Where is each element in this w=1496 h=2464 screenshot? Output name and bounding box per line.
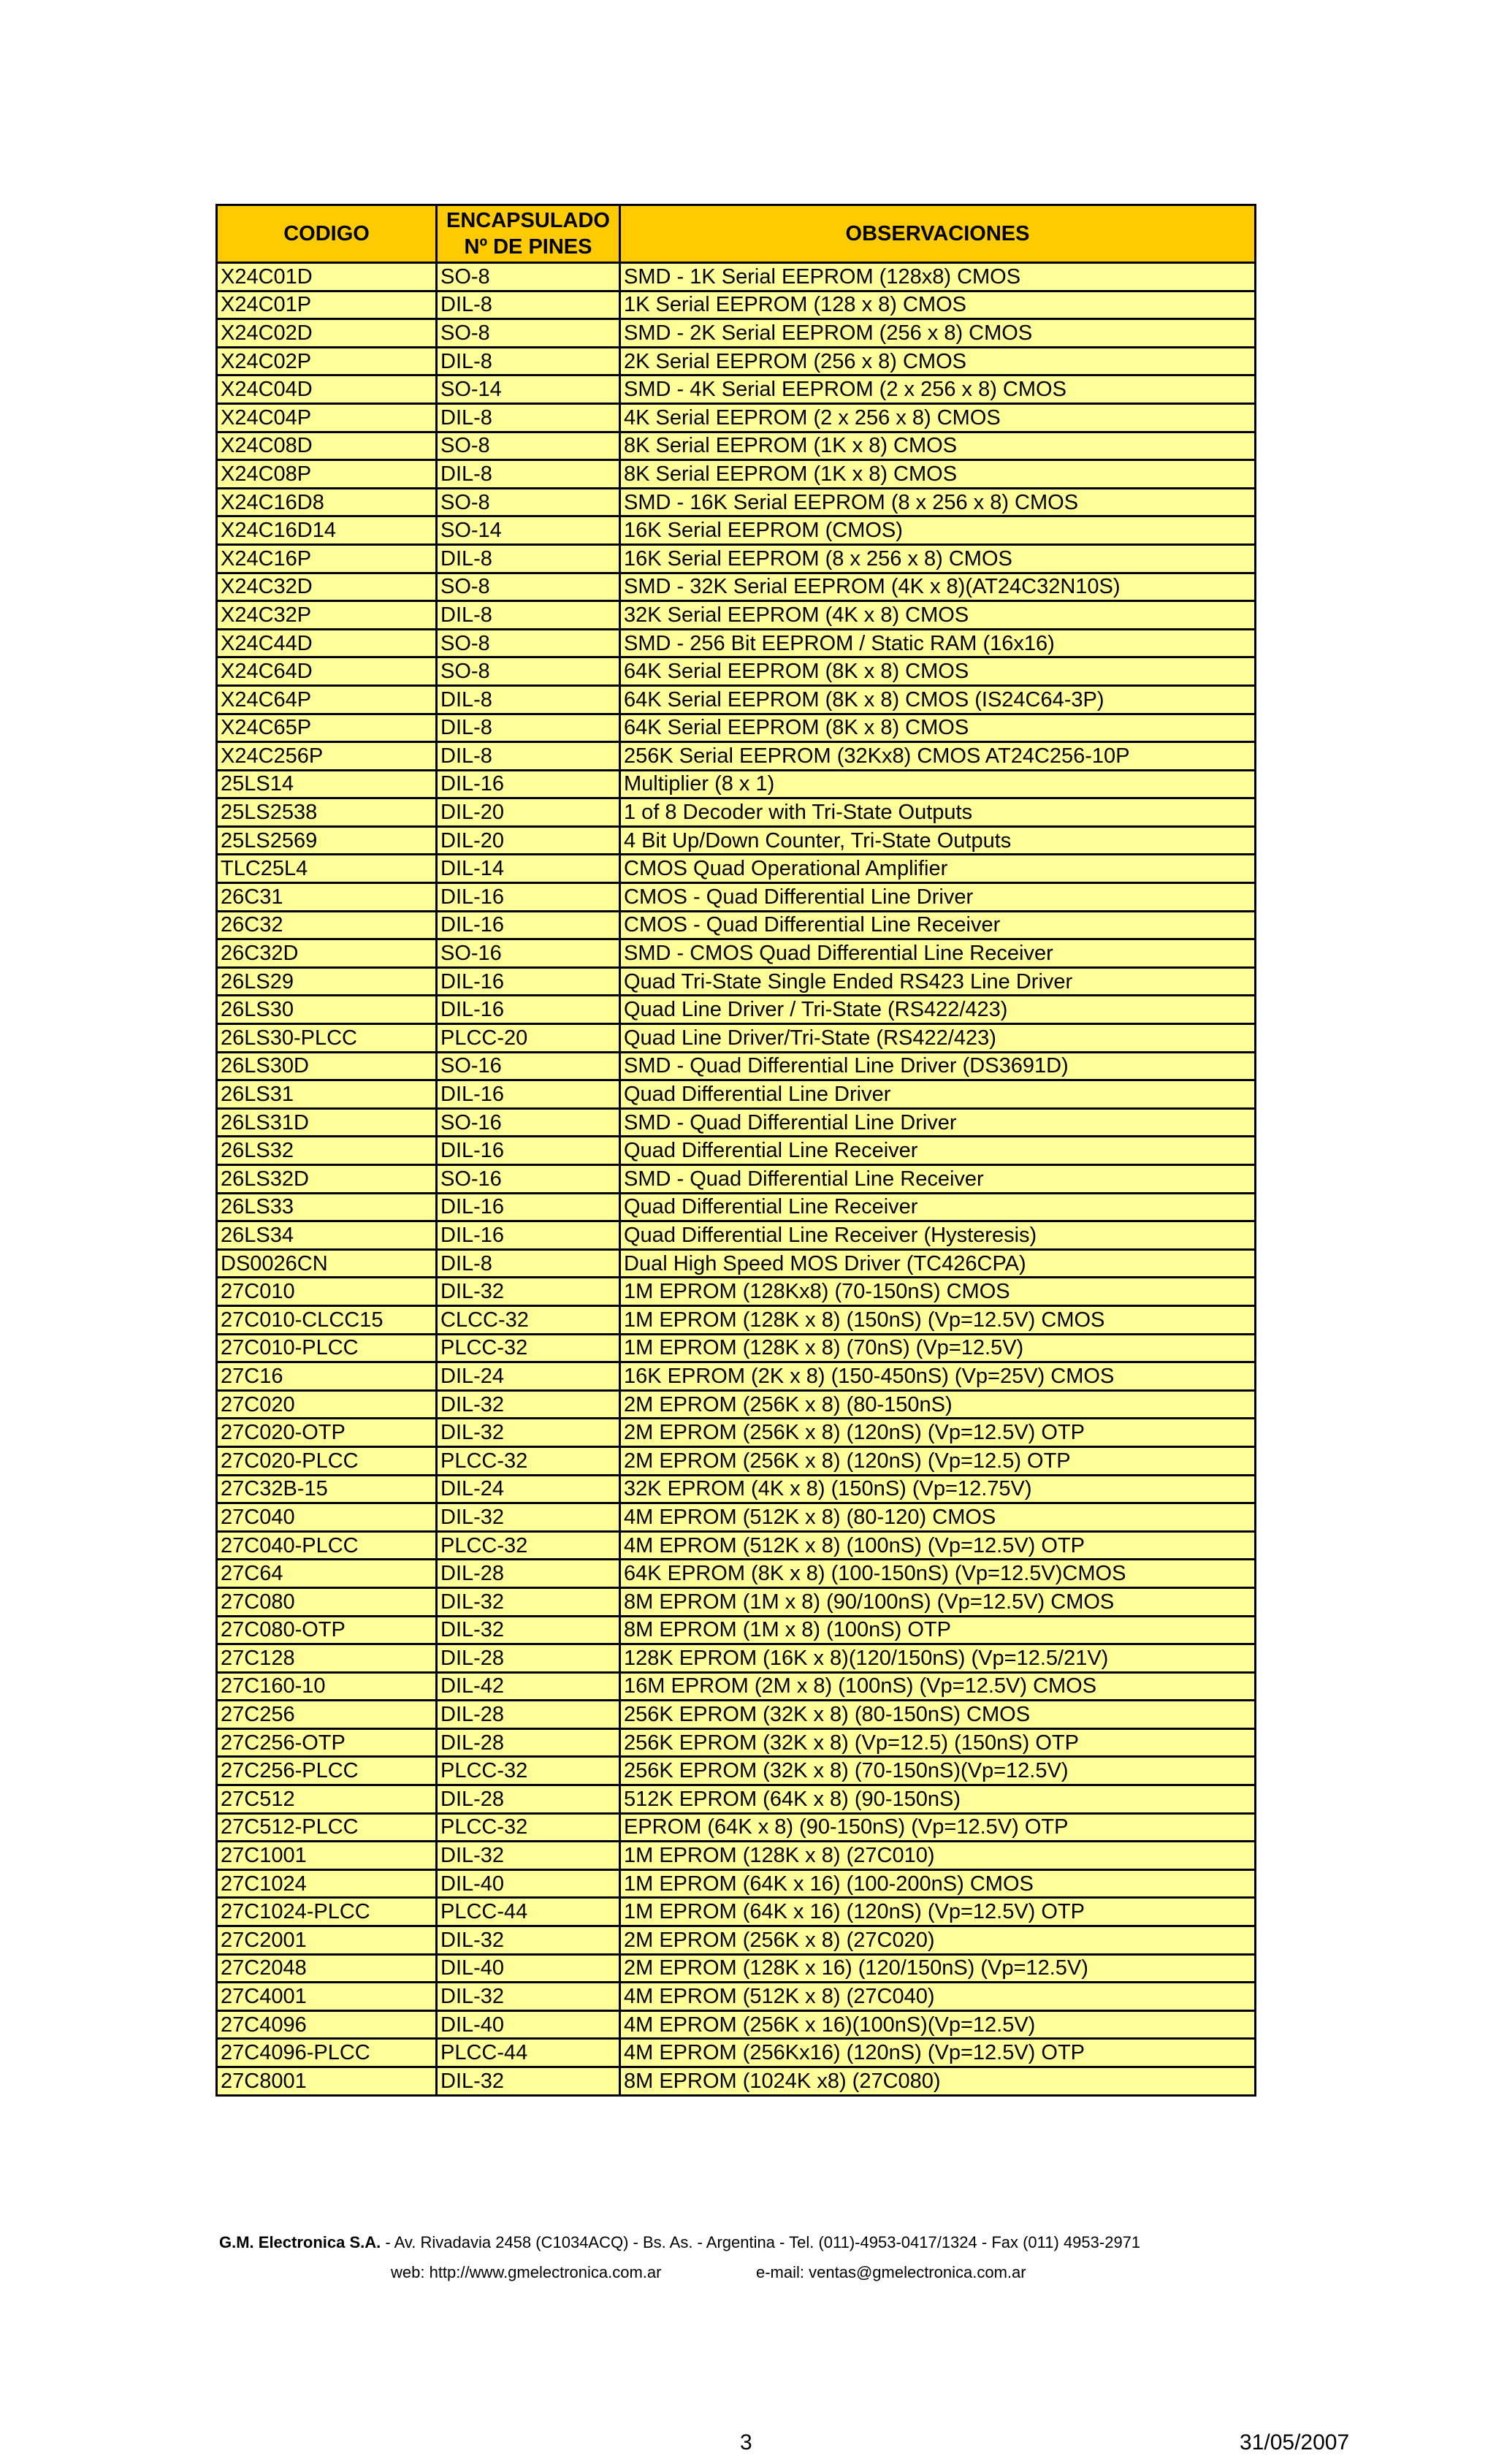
encapsulado-cell: DIL-32 (437, 1503, 620, 1532)
encapsulado-cell: DIL-8 (437, 347, 620, 375)
table-row (217, 1616, 1256, 1644)
encapsulado-cell: DIL-32 (437, 1278, 620, 1306)
codigo-cell: 27C2048 (217, 1954, 437, 1983)
table-row (217, 1785, 1256, 1814)
observaciones-cell: 4K Serial EEPROM (2 x 256 x 8) CMOS (620, 403, 1256, 432)
codigo-cell: 27C512 (217, 1785, 437, 1814)
encapsulado-cell: PLCC-32 (437, 1531, 620, 1560)
observaciones-cell: CMOS - Quad Differential Line Driver (620, 883, 1256, 912)
observaciones-cell: 32K Serial EEPROM (4K x 8) CMOS (620, 601, 1256, 630)
codigo-cell: 26C32D (217, 939, 437, 968)
table-row (217, 1842, 1256, 1870)
observaciones-cell: 16K Serial EEPROM (CMOS) (620, 516, 1256, 545)
observaciones-cell: 256K EPROM (32K x 8) (70-150nS)(Vp=12.5V) (620, 1757, 1256, 1785)
encapsulado-cell: DIL-32 (437, 1390, 620, 1419)
encapsulado-cell: DIL-32 (437, 1926, 620, 1955)
observaciones-cell: SMD - 1K Serial EEPROM (128x8) CMOS (620, 263, 1256, 291)
codigo-cell: 26LS32 (217, 1137, 437, 1165)
table-row (217, 1193, 1256, 1221)
table-row (217, 911, 1256, 939)
table-row (217, 1701, 1256, 1729)
codigo-cell: 26LS33 (217, 1193, 437, 1221)
table-row (217, 1446, 1256, 1475)
observaciones-cell: Quad Differential Line Receiver (620, 1193, 1256, 1221)
codigo-cell: 27C4001 (217, 1983, 437, 2011)
encapsulado-cell: DIL-32 (437, 1616, 620, 1644)
observaciones-cell: 1K Serial EEPROM (128 x 8) CMOS (620, 291, 1256, 319)
table-row (217, 2067, 1256, 2096)
table-header-row (217, 205, 1256, 263)
codigo-cell: X24C08D (217, 432, 437, 460)
encapsulado-cell: SO-8 (437, 573, 620, 601)
table-row (217, 1757, 1256, 1785)
table-row (217, 967, 1256, 996)
codigo-cell: 27C010-CLCC15 (217, 1305, 437, 1334)
codigo-cell: 27C256-PLCC (217, 1757, 437, 1785)
encapsulado-cell: DIL-28 (437, 1785, 620, 1814)
encapsulado-cell: DIL-32 (437, 2067, 620, 2096)
observaciones-cell: SMD - Quad Differential Line Driver (DS3691D) (620, 1052, 1256, 1080)
observaciones-cell: CMOS Quad Operational Amplifier (620, 855, 1256, 883)
encapsulado-cell: DIL-32 (437, 1983, 620, 2011)
encapsulado-cell: DIL-16 (437, 883, 620, 912)
observaciones-cell: 1M EPROM (128Kx8) (70-150nS) CMOS (620, 1278, 1256, 1306)
codigo-cell: 26LS30-PLCC (217, 1024, 437, 1053)
encapsulado-cell: PLCC-32 (437, 1446, 620, 1475)
encapsulado-cell: DIL-40 (437, 1869, 620, 1898)
observaciones-cell: 1M EPROM (128K x 8) (70nS) (Vp=12.5V) (620, 1334, 1256, 1362)
table-row (217, 1137, 1256, 1165)
encapsulado-cell: SO-16 (437, 939, 620, 968)
table-row (217, 939, 1256, 968)
encapsulado-cell: DIL-28 (437, 1560, 620, 1588)
encapsulado-cell: SO-14 (437, 516, 620, 545)
encapsulado-cell: DIL-28 (437, 1728, 620, 1757)
encapsulado-cell: DIL-16 (437, 1080, 620, 1109)
codigo-cell: 27C010 (217, 1278, 437, 1306)
observaciones-cell: CMOS - Quad Differential Line Receiver (620, 911, 1256, 939)
codigo-cell: X24C04D (217, 375, 437, 404)
encapsulado-cell: DIL-20 (437, 826, 620, 855)
codigo-cell: X24C02D (217, 319, 437, 348)
observaciones-cell: Dual High Speed MOS Driver (TC426CPA) (620, 1249, 1256, 1278)
observaciones-cell: 8K Serial EEPROM (1K x 8) CMOS (620, 432, 1256, 460)
encapsulado-cell: DIL-32 (437, 1842, 620, 1870)
header-encapsulado: ENCAPSULADO Nº DE PINES (437, 205, 620, 263)
encapsulado-cell: SO-8 (437, 657, 620, 686)
table-row (217, 685, 1256, 714)
codigo-cell: 27C1001 (217, 1842, 437, 1870)
codigo-cell: 27C256-OTP (217, 1728, 437, 1757)
table-row (217, 403, 1256, 432)
table-row (217, 573, 1256, 601)
encapsulado-cell: DIL-8 (437, 1249, 620, 1278)
codigo-cell: 26LS30D (217, 1052, 437, 1080)
codigo-cell: 27C080 (217, 1587, 437, 1616)
table-row (217, 1278, 1256, 1306)
table-row (217, 798, 1256, 827)
encapsulado-cell: DIL-32 (437, 1587, 620, 1616)
table-row (217, 1419, 1256, 1447)
observaciones-cell: Quad Line Driver / Tri-State (RS422/423) (620, 996, 1256, 1024)
encapsulado-cell: SO-8 (437, 488, 620, 516)
table-row (217, 629, 1256, 657)
codigo-cell: 25LS2538 (217, 798, 437, 827)
table-row (217, 291, 1256, 319)
codigo-cell: 27C128 (217, 1644, 437, 1673)
observaciones-cell: Multiplier (8 x 1) (620, 770, 1256, 798)
codigo-cell: X24C02P (217, 347, 437, 375)
observaciones-cell: 4M EPROM (512K x 8) (100nS) (Vp=12.5V) OTP (620, 1531, 1256, 1560)
codigo-cell: 25LS14 (217, 770, 437, 798)
footer-email: e-mail: ventas@gmelectronica.com.ar (756, 2263, 1026, 2281)
observaciones-cell: 2M EPROM (256K x 8) (80-150nS) (620, 1390, 1256, 1419)
observaciones-cell: 256K Serial EEPROM (32Kx8) CMOS AT24C256-10P (620, 742, 1256, 771)
encapsulado-cell: PLCC-20 (437, 1024, 620, 1053)
table-row (217, 1813, 1256, 1842)
table-row (217, 1165, 1256, 1194)
encapsulado-cell: DIL-40 (437, 1954, 620, 1983)
observaciones-cell: 512K EPROM (64K x 8) (90-150nS) (620, 1785, 1256, 1814)
observaciones-cell: 16K Serial EEPROM (8 x 256 x 8) CMOS (620, 544, 1256, 573)
observaciones-cell: 1M EPROM (128K x 8) (27C010) (620, 1842, 1256, 1870)
table-row (217, 1560, 1256, 1588)
table-row (217, 1475, 1256, 1503)
observaciones-cell: 256K EPROM (32K x 8) (80-150nS) CMOS (620, 1701, 1256, 1729)
observaciones-cell: 2M EPROM (256K x 8) (27C020) (620, 1926, 1256, 1955)
table-row (217, 1728, 1256, 1757)
table-row (217, 601, 1256, 630)
table-row (217, 742, 1256, 771)
codigo-cell: X24C64P (217, 685, 437, 714)
table-row (217, 1983, 1256, 2011)
observaciones-cell: SMD - CMOS Quad Differential Line Receiver (620, 939, 1256, 968)
observaciones-cell: Quad Differential Line Driver (620, 1080, 1256, 1109)
table-row (217, 770, 1256, 798)
encapsulado-cell: SO-8 (437, 629, 620, 657)
codigo-cell: 27C256 (217, 1701, 437, 1729)
encapsulado-cell: SO-14 (437, 375, 620, 404)
codigo-cell: X24C01D (217, 263, 437, 291)
codigo-cell: X24C256P (217, 742, 437, 771)
encapsulado-cell: SO-8 (437, 319, 620, 348)
document-date: 31/05/2007 (1240, 2430, 1350, 2455)
codigo-cell: X24C16P (217, 544, 437, 573)
encapsulado-cell: PLCC-44 (437, 2039, 620, 2067)
codigo-cell: 26C32 (217, 911, 437, 939)
table-row (217, 1362, 1256, 1391)
encapsulado-cell: DIL-16 (437, 1137, 620, 1165)
observaciones-cell: Quad Line Driver/Tri-State (RS422/423) (620, 1024, 1256, 1053)
encapsulado-cell: DIL-8 (437, 742, 620, 771)
codigo-cell: 27C020 (217, 1390, 437, 1419)
codigo-cell: 27C080-OTP (217, 1616, 437, 1644)
footer-address-text: - Av. Rivadavia 2458 (C1034ACQ) - Bs. As. - Argentina - Tel. (011)-4953-0417/1324 - Fax (011) 4953-2971 (381, 2233, 1141, 2251)
observaciones-cell: SMD - 256 Bit EEPROM / Static RAM (16x16) (620, 629, 1256, 657)
encapsulado-cell: DIL-16 (437, 1221, 620, 1250)
table-row (217, 1080, 1256, 1109)
observaciones-cell: 64K EPROM (8K x 8) (100-150nS) (Vp=12.5V)CMOS (620, 1560, 1256, 1588)
observaciones-cell: 64K Serial EEPROM (8K x 8) CMOS (IS24C64-3P) (620, 685, 1256, 714)
codigo-cell: 26LS31D (217, 1108, 437, 1137)
encapsulado-cell: DIL-20 (437, 798, 620, 827)
observaciones-cell: 4 Bit Up/Down Counter, Tri-State Outputs (620, 826, 1256, 855)
encapsulado-cell: PLCC-32 (437, 1757, 620, 1785)
table-row (217, 657, 1256, 686)
observaciones-cell: 64K Serial EEPROM (8K x 8) CMOS (620, 714, 1256, 742)
observaciones-cell: 16K EPROM (2K x 8) (150-450nS) (Vp=25V) CMOS (620, 1362, 1256, 1391)
codigo-cell: 26LS31 (217, 1080, 437, 1109)
observaciones-cell: 1M EPROM (64K x 16) (120nS) (Vp=12.5V) OTP (620, 1898, 1256, 1926)
observaciones-cell: EPROM (64K x 8) (90-150nS) (Vp=12.5V) OTP (620, 1813, 1256, 1842)
table-row (217, 1672, 1256, 1701)
table-row (217, 1503, 1256, 1532)
table-row (217, 1926, 1256, 1955)
encapsulado-cell: SO-8 (437, 263, 620, 291)
codigo-cell: X24C32D (217, 573, 437, 601)
observaciones-cell: 1M EPROM (128K x 8) (150nS) (Vp=12.5V) CMOS (620, 1305, 1256, 1334)
codigo-cell: 27C16 (217, 1362, 437, 1391)
encapsulado-cell: DIL-40 (437, 2010, 620, 2039)
codigo-cell: X24C64D (217, 657, 437, 686)
table-row (217, 996, 1256, 1024)
encapsulado-cell: DIL-8 (437, 601, 620, 630)
codigo-cell: X24C01P (217, 291, 437, 319)
observaciones-cell: 1M EPROM (64K x 16) (100-200nS) CMOS (620, 1869, 1256, 1898)
encapsulado-cell: DIL-24 (437, 1475, 620, 1503)
table-row (217, 263, 1256, 291)
observaciones-cell: 2M EPROM (128K x 16) (120/150nS) (Vp=12.5V) (620, 1954, 1256, 1983)
observaciones-cell: Quad Differential Line Receiver (620, 1137, 1256, 1165)
observaciones-cell: SMD - 4K Serial EEPROM (2 x 256 x 8) CMOS (620, 375, 1256, 404)
observaciones-cell: 32K EPROM (4K x 8) (150nS) (Vp=12.75V) (620, 1475, 1256, 1503)
table-row (217, 375, 1256, 404)
codigo-cell: X24C08P (217, 460, 437, 489)
encapsulado-cell: DIL-42 (437, 1672, 620, 1701)
codigo-cell: 27C512-PLCC (217, 1813, 437, 1842)
table-row (217, 1587, 1256, 1616)
observaciones-cell: 4M EPROM (512K x 8) (27C040) (620, 1983, 1256, 2011)
codigo-cell: 26LS29 (217, 967, 437, 996)
footer-web: web: http://www.gmelectronica.com.ar (391, 2263, 662, 2281)
codigo-cell: 26LS32D (217, 1165, 437, 1194)
codigo-cell: 27C020-OTP (217, 1419, 437, 1447)
encapsulado-cell: DIL-8 (437, 714, 620, 742)
observaciones-cell: 2K Serial EEPROM (256 x 8) CMOS (620, 347, 1256, 375)
table-row (217, 1954, 1256, 1983)
observaciones-cell: 8M EPROM (1M x 8) (100nS) OTP (620, 1616, 1256, 1644)
codigo-cell: TLC25L4 (217, 855, 437, 883)
encapsulado-cell: DIL-8 (437, 685, 620, 714)
table-row (217, 544, 1256, 573)
observaciones-cell: SMD - 2K Serial EEPROM (256 x 8) CMOS (620, 319, 1256, 348)
codigo-cell: 27C32B-15 (217, 1475, 437, 1503)
table-row (217, 1390, 1256, 1419)
encapsulado-cell: DIL-28 (437, 1701, 620, 1729)
codigo-cell: X24C16D8 (217, 488, 437, 516)
encapsulado-cell: SO-16 (437, 1108, 620, 1137)
observaciones-cell: 8M EPROM (1024K x8) (27C080) (620, 2067, 1256, 2096)
encapsulado-cell: DIL-8 (437, 544, 620, 573)
encapsulado-cell: DIL-14 (437, 855, 620, 883)
codigo-cell: 27C8001 (217, 2067, 437, 2096)
codigo-cell: 27C64 (217, 1560, 437, 1588)
codigo-cell: 27C2001 (217, 1926, 437, 1955)
table-row (217, 1024, 1256, 1053)
codigo-cell: X24C16D14 (217, 516, 437, 545)
table-row (217, 2010, 1256, 2039)
encapsulado-cell: DIL-32 (437, 1419, 620, 1447)
encapsulado-cell: SO-8 (437, 432, 620, 460)
observaciones-cell: Quad Tri-State Single Ended RS423 Line Driver (620, 967, 1256, 996)
codigo-cell: 27C040 (217, 1503, 437, 1532)
observaciones-cell: 2M EPROM (256K x 8) (120nS) (Vp=12.5V) OTP (620, 1419, 1256, 1447)
codigo-cell: X24C65P (217, 714, 437, 742)
table-row (217, 1052, 1256, 1080)
observaciones-cell: 128K EPROM (16K x 8)(120/150nS) (Vp=12.5/21V) (620, 1644, 1256, 1673)
footer-contact (391, 2263, 1496, 2282)
page-number: 3 (740, 2430, 752, 2455)
observaciones-cell: SMD - Quad Differential Line Receiver (620, 1165, 1256, 1194)
codigo-cell: 27C4096-PLCC (217, 2039, 437, 2067)
codigo-cell: 27C010-PLCC (217, 1334, 437, 1362)
header-codigo: CODIGO (217, 205, 437, 263)
encapsulado-cell: DIL-28 (437, 1644, 620, 1673)
observaciones-cell: 64K Serial EEPROM (8K x 8) CMOS (620, 657, 1256, 686)
encapsulado-cell: CLCC-32 (437, 1305, 620, 1334)
encapsulado-cell: PLCC-44 (437, 1898, 620, 1926)
table-row (217, 1869, 1256, 1898)
observaciones-cell: 256K EPROM (32K x 8) (Vp=12.5) (150nS) OTP (620, 1728, 1256, 1757)
observaciones-cell: 1 of 8 Decoder with Tri-State Outputs (620, 798, 1256, 827)
table-row (217, 516, 1256, 545)
encapsulado-cell: SO-16 (437, 1165, 620, 1194)
observaciones-cell: SMD - Quad Differential Line Driver (620, 1108, 1256, 1137)
encapsulado-cell: DIL-24 (437, 1362, 620, 1391)
header-observaciones: OBSERVACIONES (620, 205, 1256, 263)
codigo-cell: X24C44D (217, 629, 437, 657)
codigo-cell: 27C1024 (217, 1869, 437, 1898)
table-row (217, 1108, 1256, 1137)
observaciones-cell: 2M EPROM (256K x 8) (120nS) (Vp=12.5) OTP (620, 1446, 1256, 1475)
codigo-cell: X24C04P (217, 403, 437, 432)
encapsulado-cell: SO-16 (437, 1052, 620, 1080)
observaciones-cell: Quad Differential Line Receiver (Hysteresis) (620, 1221, 1256, 1250)
observaciones-cell: 4M EPROM (512K x 8) (80-120) CMOS (620, 1503, 1256, 1532)
observaciones-cell: 4M EPROM (256K x 16)(100nS)(Vp=12.5V) (620, 2010, 1256, 2039)
table-row (217, 855, 1256, 883)
table-row (217, 1334, 1256, 1362)
encapsulado-cell: DIL-8 (437, 403, 620, 432)
table-row (217, 1305, 1256, 1334)
table-row (217, 347, 1256, 375)
encapsulado-cell: DIL-8 (437, 291, 620, 319)
codigo-cell: 26C31 (217, 883, 437, 912)
observaciones-cell: SMD - 32K Serial EEPROM (4K x 8)(AT24C32N10S) (620, 573, 1256, 601)
codigo-cell: 27C1024-PLCC (217, 1898, 437, 1926)
encapsulado-cell: PLCC-32 (437, 1813, 620, 1842)
table-row (217, 1531, 1256, 1560)
encapsulado-cell: DIL-16 (437, 770, 620, 798)
table-row (217, 488, 1256, 516)
codigo-cell: 27C160-10 (217, 1672, 437, 1701)
codigo-cell: 26LS34 (217, 1221, 437, 1250)
encapsulado-cell: DIL-16 (437, 996, 620, 1024)
encapsulado-cell: DIL-16 (437, 967, 620, 996)
table-row (217, 714, 1256, 742)
table-row (217, 1898, 1256, 1926)
codigo-cell: 26LS30 (217, 996, 437, 1024)
table-row (217, 1249, 1256, 1278)
codigo-cell: 27C040-PLCC (217, 1531, 437, 1560)
table-row (217, 319, 1256, 348)
table-body (217, 263, 1256, 2096)
observaciones-cell: SMD - 16K Serial EEPROM (8 x 256 x 8) CMOS (620, 488, 1256, 516)
observaciones-cell: 8M EPROM (1M x 8) (90/100nS) (Vp=12.5V) CMOS (620, 1587, 1256, 1616)
codigo-cell: 27C020-PLCC (217, 1446, 437, 1475)
table-row (217, 2039, 1256, 2067)
codigo-cell: DS0026CN (217, 1249, 437, 1278)
encapsulado-cell: DIL-16 (437, 911, 620, 939)
observaciones-cell: 16M EPROM (2M x 8) (100nS) (Vp=12.5V) CMOS (620, 1672, 1256, 1701)
table-row (217, 826, 1256, 855)
footer-company: G.M. Electronica S.A. (219, 2233, 381, 2251)
table-row (217, 1221, 1256, 1250)
product-table (215, 204, 1256, 2097)
encapsulado-cell: DIL-16 (437, 1193, 620, 1221)
codigo-cell: X24C32P (217, 601, 437, 630)
observaciones-cell: 8K Serial EEPROM (1K x 8) CMOS (620, 460, 1256, 489)
codigo-cell: 25LS2569 (217, 826, 437, 855)
table-row (217, 460, 1256, 489)
table-row (217, 432, 1256, 460)
table-row (217, 883, 1256, 912)
footer-address (219, 2233, 1496, 2252)
encapsulado-cell: PLCC-32 (437, 1334, 620, 1362)
observaciones-cell: 4M EPROM (256Kx16) (120nS) (Vp=12.5V) OTP (620, 2039, 1256, 2067)
encapsulado-cell: DIL-8 (437, 460, 620, 489)
codigo-cell: 27C4096 (217, 2010, 437, 2039)
table-row (217, 1644, 1256, 1673)
